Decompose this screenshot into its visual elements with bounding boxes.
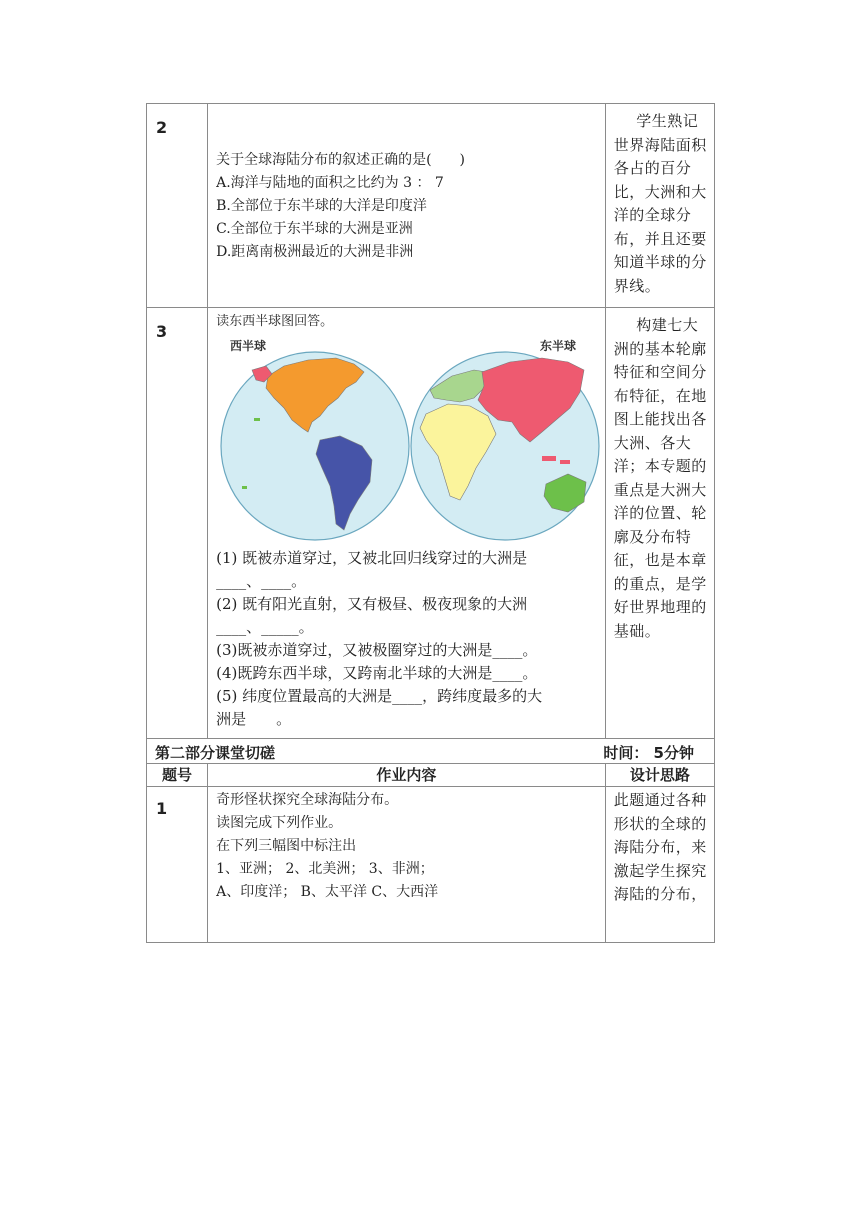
design-text: 构建七大洲的基本轮廓特征和空间分布特征，在地图上能找出各大洲、各大洋；本专题的重点是大洲大洋的位置、轮廓及分布特征，也是本章的重点，是学好世界地理的基础。 [613,316,707,640]
question-content [208,787,606,943]
question-number: 2 [147,104,208,308]
header-number: 题号 [147,764,208,787]
section-row [147,739,715,764]
option-d: D.距离南极洲最近的大洲是非洲 [216,244,414,260]
hemisphere-map [216,336,606,541]
design-text: 学生熟记世界海陆面积各占的百分比，大洲和大洋的全球分布，并且还要知道半球的分界线。 [613,112,707,295]
design-note [605,104,714,308]
question-content [208,104,606,308]
question-number: 3 [147,308,208,739]
header-content: 作业内容 [208,764,606,787]
task-line: A、印度洋； B、太平洋 C、大西洋 [216,884,439,900]
question-row-p2-1 [147,787,715,943]
question-row-3 [147,308,715,739]
sub-question-4: (4)既跨东西半球，又跨南北半球的大洲是____。 [216,664,538,682]
question-stem: 关于全球海陆分布的叙述正确的是( ) [216,152,466,168]
task-line: 奇形怪状探究全球海陆分布。 [216,792,399,808]
sub-question-2-blank: ____、_____。 [216,618,314,636]
option-b: B.全部位于东半球的大洋是印度洋 [216,198,427,214]
sub-question-2: (2) 既有阳光直射，又有极昼、极夜现象的大洲 [216,595,528,613]
question-row-2 [147,104,715,308]
sub-question-5-cont: 洲是 。 [216,710,292,728]
design-text: 此题通过各种形状的全球的海陆分布，来激起学生探究海陆的分布， [613,791,707,903]
design-note [605,308,714,739]
section-time: 时间： 5分钟 [603,744,694,762]
option-c: C.全部位于东半球的大洲是亚洲 [216,221,413,237]
homework-table [146,103,715,943]
map-intro: 读东西半球图回答。 [216,314,334,329]
east-hemisphere-globe [411,352,599,540]
west-hemisphere-label: 西半球 [230,339,267,353]
section-title: 第二部分课堂切磋 [155,744,276,762]
question-content [208,308,606,739]
task-line: 在下列三幅图中标注出 [216,838,357,854]
sub-question-3: (3)既被赤道穿过，又被极圈穿过的大洲是____。 [216,641,538,659]
sub-question-1-blank: ____、____。 [216,572,307,590]
section-header [147,739,715,764]
header-row [147,764,715,787]
sub-question-5: (5) 纬度位置最高的大洲是____，跨纬度最多的大 [216,687,543,705]
design-note [605,787,714,943]
option-a: A.海洋与陆地的面积之比约为 3 ： 7 [216,175,444,191]
task-line: 读图完成下列作业。 [216,815,343,831]
west-hemisphere-globe [221,352,409,540]
header-design: 设计思路 [605,764,714,787]
task-line: 1、亚洲； 2、北美洲； 3、非洲； [216,861,434,877]
east-hemisphere-label: 东半球 [540,339,577,353]
question-number: 1 [147,787,208,943]
sub-question-1: (1) 既被赤道穿过，又被北回归线穿过的大洲是 [216,549,528,567]
